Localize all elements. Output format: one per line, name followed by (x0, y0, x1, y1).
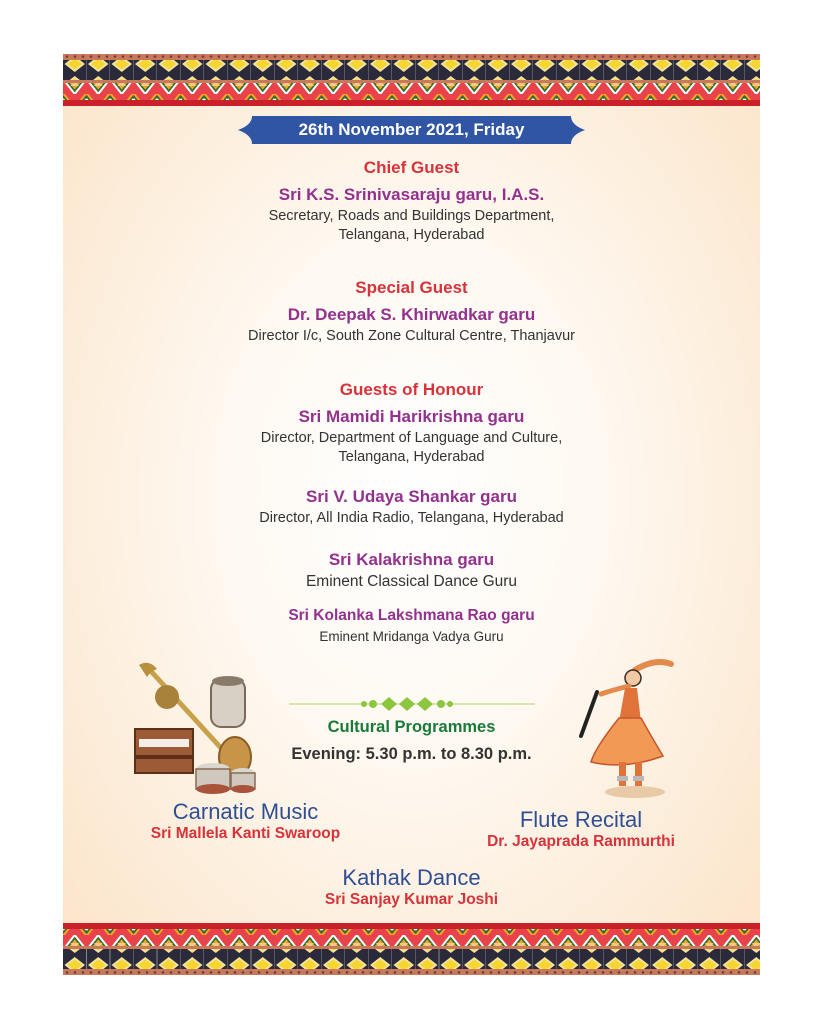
chief-guest-section (63, 158, 760, 245)
programme-carnatic-music (133, 799, 358, 843)
tribal-border-top (63, 54, 760, 106)
guests-of-honour-heading: Guests of Honour (339, 380, 484, 399)
ornament-divider (289, 696, 535, 712)
cultural-programmes-heading: Cultural Programmes (327, 718, 496, 736)
kathak-dancer-illustration (575, 652, 685, 802)
special-guest-desc: Director I/c, South Zone Cultural Centre, Thanjavur (248, 328, 575, 344)
programme-performer: Sri Mallela Kanti Swaroop (150, 825, 341, 842)
honour-guest-desc: Telangana, Hyderabad (338, 449, 485, 465)
honour-guest-name: Sri V. Udaya Shankar garu (305, 487, 518, 506)
chief-guest-heading: Chief Guest (363, 158, 460, 177)
date-ribbon (238, 116, 585, 144)
honour-guest-name: Sri Mamidi Harikrishna garu (298, 407, 525, 426)
event-date: 26th November 2021, Friday (298, 120, 525, 139)
honour-guest-desc: Director, Department of Language and Culture, (260, 430, 563, 446)
special-guest-name: Dr. Deepak S. Khirwadkar garu (287, 305, 536, 324)
honour-guest-name: Sri Kolanka Lakshmana Rao garu (288, 607, 535, 624)
honour-guest-desc: Eminent Mridanga Vadya Guru (319, 629, 504, 644)
chief-guest-desc-2: Telangana, Hyderabad (338, 227, 485, 243)
programme-kathak-dance (63, 865, 760, 909)
tribal-border-bottom (63, 923, 760, 975)
chief-guest-name: Sri K.S. Srinivasaraju garu, I.A.S. (278, 185, 545, 204)
chief-guest-desc-1: Secretary, Roads and Buildings Department, (268, 208, 555, 224)
honour-guest-desc: Director, All India Radio, Telangana, Hyderabad (259, 510, 564, 526)
honour-guest-desc: Eminent Classical Dance Guru (305, 573, 518, 590)
programme-performer: Dr. Jayaprada Rammurthi (487, 833, 675, 850)
programme-title: Flute Recital (519, 807, 643, 832)
programme-flute-recital (465, 807, 697, 851)
special-guest-heading: Special Guest (355, 278, 468, 297)
honour-guest-name: Sri Kalakrishna garu (328, 550, 495, 569)
programme-time: Evening: 5.30 p.m. to 8.30 p.m. (291, 745, 532, 763)
guests-of-honour-section (63, 380, 760, 646)
programme-performer: Sri Sanjay Kumar Joshi (324, 891, 499, 908)
special-guest-section (63, 278, 760, 346)
musical-instruments-illustration (131, 659, 261, 794)
programme-title: Kathak Dance (342, 865, 481, 890)
invitation-card (63, 54, 760, 975)
programme-title: Carnatic Music (172, 799, 319, 824)
